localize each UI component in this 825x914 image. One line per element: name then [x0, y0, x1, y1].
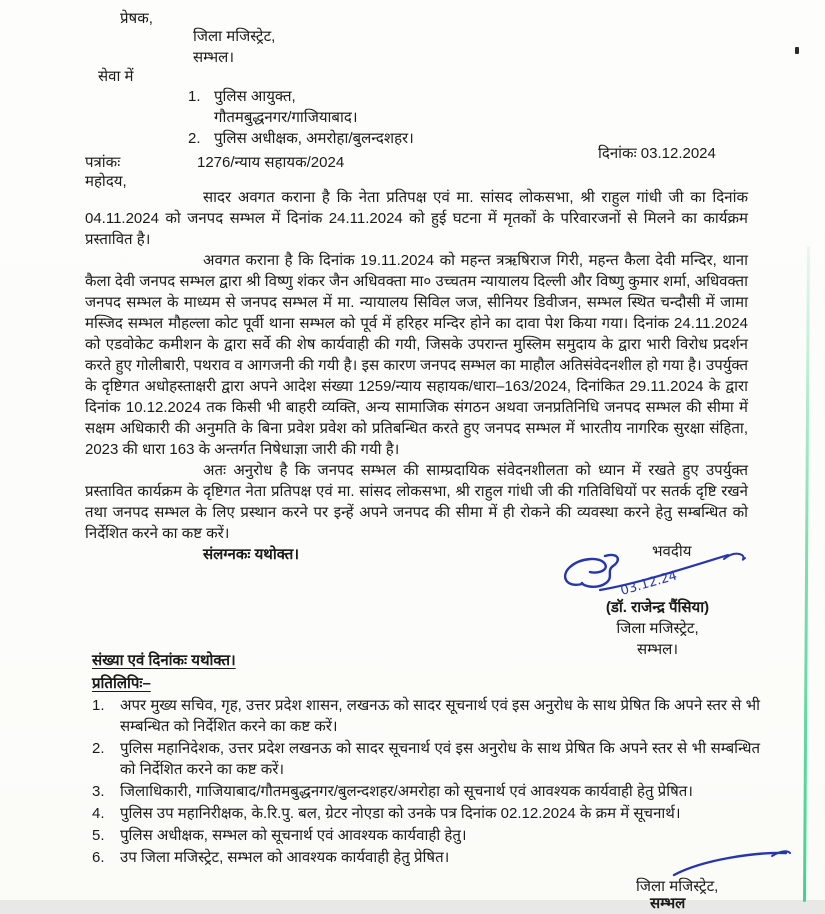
signatory-place: सम्भल।	[636, 641, 679, 658]
copy-item	[92, 738, 760, 780]
paragraph-3: अतः अनुरोध है कि जनपद सम्भल की साम्प्रदायिक संवेदनशीलता को ध्यान में रखते हुए उपर्युक्त प्रस्तावित कार्यक्रम के दृष्टिगत नेता प्रतिपक्ष एवं मा. सांसद लोकसभा, श्री राहुल गांधी जी की गतिविधियों पर सतर्क दृष्टि रखने तथा जनपद सम्भल के लिए प्रस्थान करने पर इन्हें अपने जनपद की सीमा में ही रोकने की व्यवस्था करने हेतु सम्बन्धित को निर्देशित करने का कष्ट करें।	[85, 462, 748, 542]
footer-place-partial: सम्भल	[650, 895, 686, 912]
copy-text: पुलिस महानिदेशक, उत्तर प्रदेश लखनऊ को सादर सूचनार्थ एवं इस अनुरोध के साथ प्रेषित कि अपने स्तर से भी सम्बन्धित को निर्देशित करने का कष्ट करें।	[120, 740, 760, 778]
letter-body	[85, 187, 748, 565]
ref-number-value: 1276/न्याय सहायक/2024	[197, 154, 345, 171]
copy-text: पुलिस अधीक्षक, सम्भल को सूचनार्थ एवं आवश्यक कार्यवाही हेतु।	[120, 827, 467, 844]
addressee-item	[188, 86, 608, 107]
copy-number: 1.	[92, 697, 105, 714]
addressee-item	[188, 128, 608, 149]
copy-list	[92, 695, 760, 869]
addressee-text: पुलिस अधीक्षक, अमरोहा/बुलन्दशहर।	[214, 130, 414, 147]
salutation: महोदय,	[85, 173, 127, 190]
copy-number: 6.	[92, 849, 105, 866]
copy-item	[92, 695, 760, 737]
addressee-text: पुलिस आयुक्त,	[214, 88, 296, 105]
enclosure-line: संलग्नकः यथोक्त।	[203, 546, 300, 563]
copy-number: 5.	[92, 827, 105, 844]
signature-date-scribble: 03.12.24	[618, 568, 679, 599]
addressee-list	[188, 86, 608, 149]
sender-title: जिला मजिस्ट्रेट,	[193, 28, 276, 45]
signature-ink	[556, 550, 761, 602]
footer-signature-ink	[668, 846, 796, 880]
copy-item	[92, 825, 760, 846]
scan-edge-line	[803, 246, 810, 902]
copy-text: अपर मुख्य सचिव, गृह, उत्तर प्रदेश शासन, लखनऊ को सादर सूचनार्थ एवं इस अनुरोध के साथ प्रेषित कि अपने स्तर से भी सम्बन्धित को निर्देशित करने का कष्ट करें।	[120, 697, 760, 735]
ref-number-label: पत्रांकः	[85, 154, 121, 171]
copy-number: 2.	[92, 740, 105, 757]
copy-item	[92, 803, 760, 824]
paragraph-1: सादर अवगत कराना है कि नेता प्रतिपक्ष एवं मा. सांसद लोकसभा, श्री राहुल गांधी जी का दिनांक 04.11.2024 को जनपद सम्भल में दिनांक 24.11.2024 को हुई घटना में मृतकों के परिवारजनों से मिलने का कार्यक्रम प्रस्तावित है।	[85, 189, 748, 248]
scan-speck	[795, 47, 799, 54]
from-label: प्रेषक,	[120, 10, 153, 27]
copy-text: पुलिस उप महानिरीक्षक, के.रि.पु. बल, ग्रेटर नोएडा को उनके पत्र दिनांक 02.12.2024 के क्रम में सूचनार्थ।	[120, 805, 681, 822]
footer-post: जिला मजिस्ट्रेट,	[636, 878, 719, 895]
copy-text: जिलाधिकारी, गाजियाबाद/गौतमबुद्धनगर/बुलन्दशहर/अमरोहा को सूचनार्थ एवं आवश्यक कार्यवाही हेतु प्रेषित।	[120, 783, 693, 800]
copy-item	[92, 847, 760, 868]
closing-word: भवदीय	[652, 543, 692, 560]
sender-block	[193, 26, 275, 68]
letter-date: दिनांकः 03.12.2024	[598, 145, 716, 162]
to-label: सेवा में	[98, 68, 134, 85]
signatory-name: (डॉ. राजेन्द्र पैंसिया)	[605, 599, 710, 616]
copy-heading: प्रतिलिपिः–	[92, 675, 151, 692]
number-date-line: संख्या एवं दिनांकः यथोक्त।	[92, 652, 236, 669]
copy-number: 3.	[92, 783, 105, 800]
paragraph-2: अवगत कराना है कि दिनांक 19.11.2024 को महन्त त्रऋषिराज गिरी, महन्त कैला देवी मन्दिर, थाना कैला देवी जनपद सम्भल द्वारा श्री विष्णु शंकर जैन अधिवक्ता मा० उच्चतम न्यायालय दिल्ली और विष्णु कुमार शर्मा, अधिवक्ता जनपद सम्भल के माध्यम से जनपद सम्भल में मा. न्यायालय सिविल जज, सीनियर डिवीजन, सम्भल स्थित चन्दौसी में जामा मस्जिद सम्भल मौहल्ला कोट पूर्वी थाना सम्भल को पूर्व में हरिहर मन्दिर होने का दावा पेश किया गया। दिनांक 24.11.2024 को एडवोकेट कमीशन के द्वारा सर्वे की शेष कार्यवाही की गयी, जिसके उपरान्त मुस्लिम समुदाय के द्वारा भारी विरोध प्रदर्शन करते हुए गोलीबारी, पथराव व आगजनी की गयी है। इस कारण जनपद सम्भल का माहौल अतिसंवेदनशील हो गया है। उपर्युक्त के दृष्टिगत अधोहस्ताक्षरी द्वारा अपने आदेश संख्या 1259/न्याय सहायक/धारा–163/2024, दिनांकित 29.11.2024 के द्वारा दिनांक 10.12.2024 तक किसी भी बाहरी व्यक्ति, अन्य सामाजिक संगठन अथवा जनप्रतिनिधि जनपद सम्भल की सीमा में सक्षम अधिकारी की अनुमति के बिना प्रवेश प्रवेश को प्रतिबन्धित करते हुए जनपद सम्भल में भारतीय नागरिक सुरक्षा संहिता, 2023 की धारा 163 के अन्तर्गत निषेधाज्ञा जारी की गयी है।	[85, 252, 748, 458]
copy-number: 4.	[92, 805, 105, 822]
addressee-number: 1.	[188, 88, 201, 105]
addressee-subline: गौतमबुद्धनगर/गाजियाबाद।	[214, 109, 358, 126]
signatory-post: जिला मजिस्ट्रेट,	[616, 620, 699, 637]
copy-text: उप जिला मजिस्ट्रेट, सम्भल को आवश्यक कार्यवाही हेतु प्रेषित।	[120, 849, 450, 866]
sender-place: सम्भल।	[193, 49, 235, 66]
copy-item	[92, 781, 760, 802]
signatory-block	[555, 597, 760, 660]
addressee-number: 2.	[188, 130, 201, 147]
